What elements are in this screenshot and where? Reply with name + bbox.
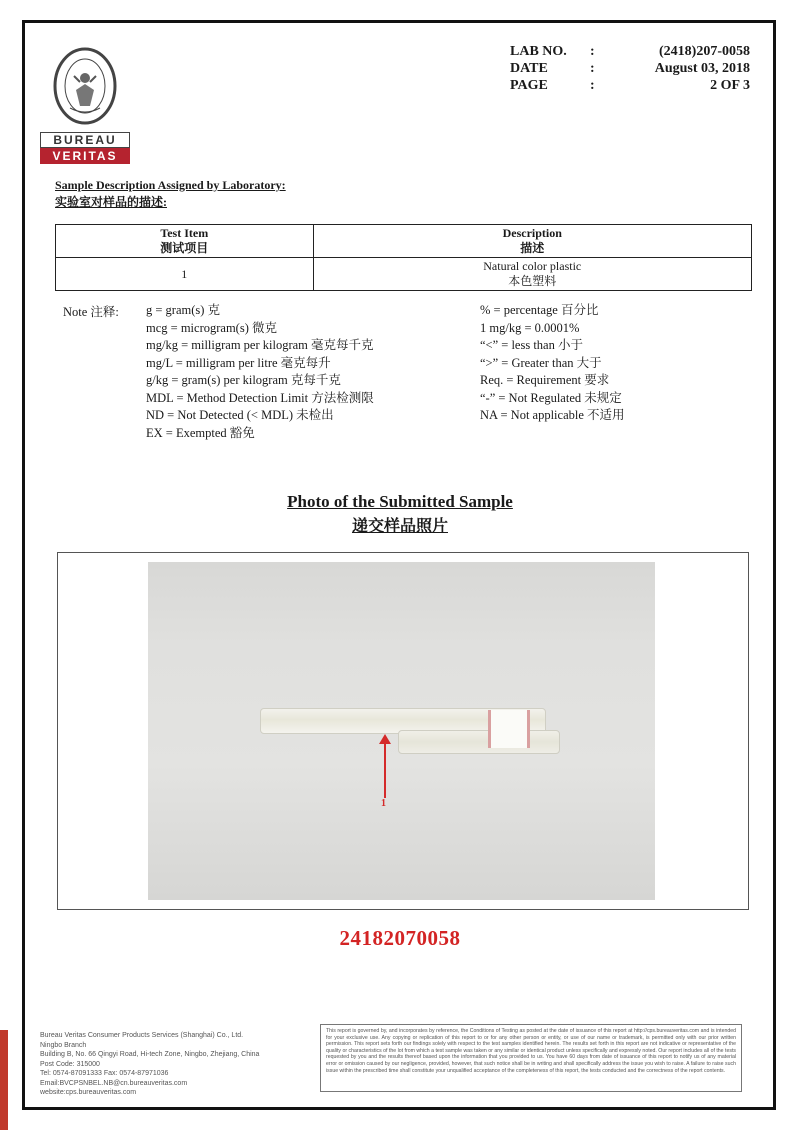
colon: : [590,78,595,93]
sample-table [55,224,752,291]
test-item-header-cn: 测试项目 [160,241,209,255]
report-number: 24182070058 [339,926,461,950]
lab-no-label: LAB NO. [510,44,567,59]
address-line: Tel: 0574-87091333 Fax: 0574-87971036 [40,1070,169,1077]
note-item: mg/kg = milligram per kilogram 毫克每千克 [146,338,374,352]
address-line: Bureau Veritas Consumer Products Services (Shanghai) Co., Ltd. [40,1032,244,1039]
report-header [510,44,750,95]
sample-label-tag [488,710,530,748]
legal-disclaimer: This report is governed by, and incorporates by reference, the Conditions of Testing as posted at the date of issuance of this report at http://cps.bureauveritas.com and is intended for your exclusive use. Any copying or replication of this report to or for any other person or entity, or use of our name or trademark, is permitted only with our prior written permission. This report sets forth our findings solely with respect to the test samples identified herein. The results set forth in this report are not indicative or representative of the quality or characteristics of the lot from which a test sample was taken or any similar or identical product unless specifically and expressly noted. Our report includes all of the tests requested by you and the results thereof based upon the information that you provided to us. You have 60 days from date of issuance of this report to notify us of any material error or omission caused by our negligence, provided, however, that such notice shall be in writing and shall specifically address the issue you wish to raise. A failure to raise such issue within the prescribed time shall constitute your unqualified acceptance of the completeness of this report, the tests conducted and the correctness of the report contents. [320,1024,742,1092]
page-label: PAGE [510,78,548,93]
photo-section-title [0,492,800,512]
note-item: % = percentage 百分比 [480,303,599,317]
company-address [40,1031,259,1098]
table-header-row [56,225,752,258]
address-line: Post Code: 315000 [40,1060,100,1068]
date-label: DATE [510,61,548,76]
notes-right-column [480,302,625,425]
note-item: “-” = Not Regulated 未规定 [480,390,622,405]
note-item: 1 mg/kg = 0.0001% [480,320,580,335]
left-edge-strip [0,1030,8,1130]
address-line: Ningbo Branch [40,1041,87,1049]
seal-icon [52,46,118,126]
lab-no-value: (2418)207-0058 [659,44,750,59]
arrow-shaft [384,742,386,798]
test-item-header [56,225,314,258]
description-header [313,225,751,258]
description-header-cn: 描述 [520,241,545,255]
date-row [510,61,750,78]
note-item: “<” = less than 小于 [480,338,583,352]
note-item: mg/L = milligram per litre 毫克每升 [146,355,331,370]
brand-name-bottom: VERITAS [40,148,130,164]
description-en: Natural color plastic [483,259,582,273]
colon: : [590,61,595,76]
notes-left-column [146,302,374,442]
arrow-label: 1 [381,798,386,809]
description-header-en: Description [502,226,562,240]
photo-section-title-cn [0,513,800,536]
note-item: MDL = Method Detection Limit 方法检测限 [146,390,374,405]
note-item: NA = Not applicable 不适用 [480,408,625,422]
page-row [510,78,750,95]
photo-title-text: Photo of the Submitted Sample [287,492,513,511]
brand-name-top: BUREAU [40,132,130,148]
address-line: Email:BVCPSNBEL.NB@cn.bureauveritas.com [40,1079,188,1087]
date-value: August 03, 2018 [654,61,750,76]
table-row [56,258,752,291]
note-label: Note 注释: [63,305,119,319]
colon: : [590,44,595,59]
sample-description-title: Sample Description Assigned by Laboratory: [55,178,286,192]
test-item-cell: 1 [56,258,314,291]
test-item-header-en: Test Item [160,226,209,240]
note-item: EX = Exempted 豁免 [146,425,255,440]
address-line: Building B, No. 66 Qingyi Road, Hi-tech Zone, Ningbo, Zhejiang, China [40,1051,260,1058]
sample-description-title-cn: 实验室对样品的描述: [55,195,167,209]
note-item: ND = Not Detected (< MDL) 未检出 [146,408,334,422]
note-item: g/kg = gram(s) per kilogram 克每千克 [146,373,341,387]
note-item: g = gram(s) 克 [146,303,221,317]
sample-photo [148,562,655,900]
note-item: “>” = Greater than 大于 [480,355,602,370]
description-cell [313,258,751,291]
page-value: 2 OF 3 [710,78,750,93]
lab-no-row [510,44,750,61]
photo-title-cn-text: 递交样品照片 [351,518,448,535]
note-item: mcg = microgram(s) 微克 [146,320,277,335]
note-item: Req. = Requirement 要求 [480,373,610,387]
description-cn: 本色塑料 [508,274,557,288]
plastic-tube [398,730,560,754]
address-line: website:cps.bureauveritas.com [40,1089,137,1096]
